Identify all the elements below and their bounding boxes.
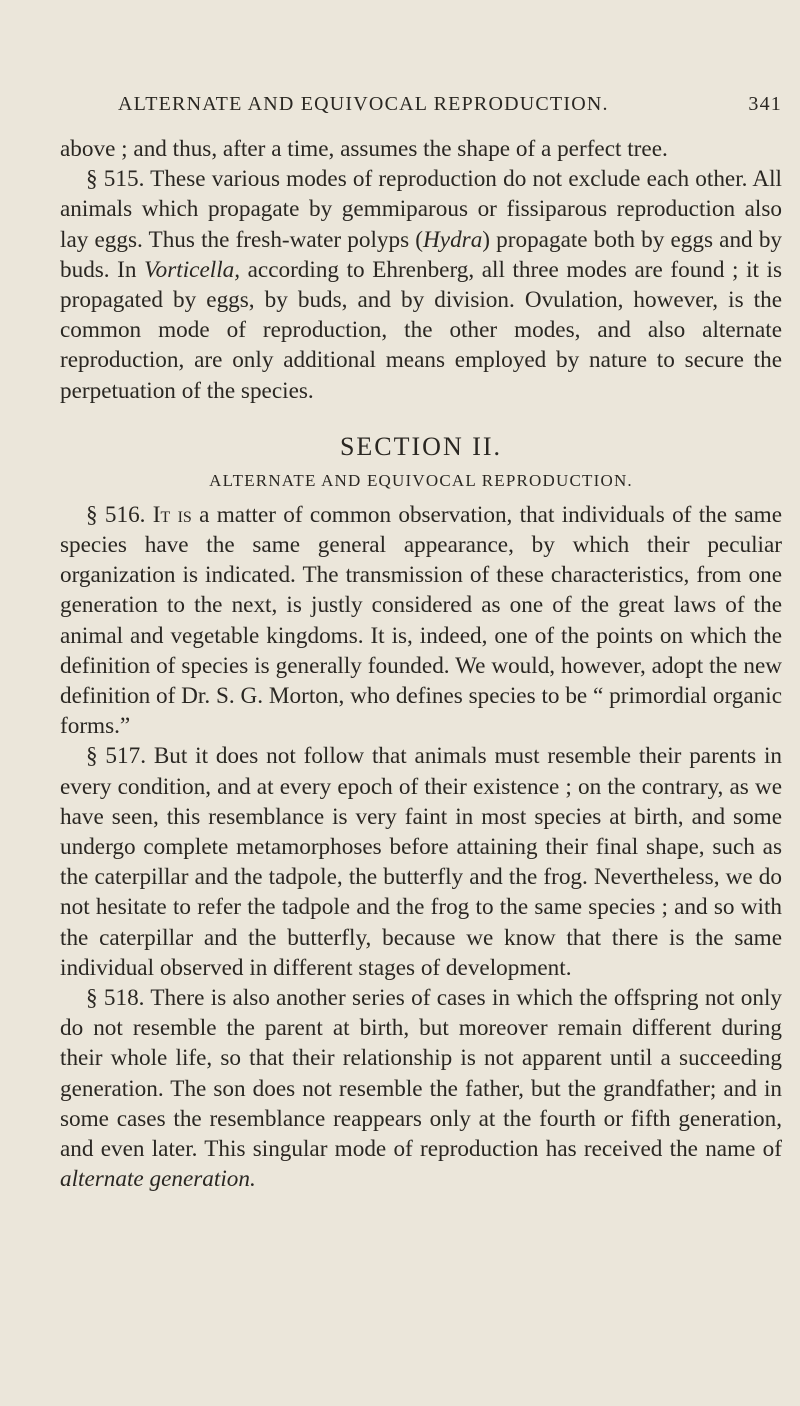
paragraph-515-text-c: according to Ehrenberg, all three modes are found ; it is propagated by eggs, by buds, and by division. Ovulation, however, is the common mode of reproduction, the other modes, and also alternate reproduction, are only additional means employed by nature to secure the perpetuation of the species.: [60, 256, 782, 404]
paragraph-515-text-a: These various modes of reproduction do not exclude each other. All animals which propagate by gemmiparous or fissiparous reproduction also lay eggs. Thus the fresh-water polyps (: [60, 166, 782, 253]
paragraph-518: [60, 983, 782, 1194]
paragraph-516: [60, 500, 782, 742]
running-head-title: ALTERNATE AND EQUIVOCAL REPRODUCTION.: [118, 93, 609, 115]
term-hydra: Hydra: [423, 226, 483, 253]
term-vorticella: Vorticella,: [144, 256, 241, 283]
section-heading: SECTION II.: [339, 431, 503, 461]
paragraph-517-text: But it does not follow that animals must resemble their parents in every condition, and at every epoch of their existence ; on the contrary, as we have seen, this resemblance is very faint in most species at birth, and some undergo complete metamorphoses before attaining their final shape, such as the caterpillar and the tadpole, the butterfly and the frog. Nevertheless, we do not hesitate to refer the tadpole and the frog to the same species ; and so with the caterpillar and the butterfly, because we know that there is the same individual observed in different stages of development.: [60, 743, 783, 981]
paragraph-518-text: There is also another series of cases in which the offspring not only do not resemble the parent at birth, but moreover remain different during their whole life, so that their relationship is not apparent until a succeeding generation. The son does not resemble the father, but the grandfather; and in some cases the resemblance reappears only at the fourth or fifth generation, and even later. This singular mode of reproduction has received the name of: [60, 985, 782, 1163]
paragraph-515-text-b: ) propagate both by eggs and by buds. In: [60, 226, 783, 283]
paragraph-518-number: § 518.: [86, 985, 145, 1012]
page-number: 341: [748, 93, 782, 115]
continuation-text: above ; and thus, after a time, assumes the shape of a perfect tree.: [60, 136, 668, 162]
paragraph-517-number: § 517.: [86, 743, 146, 770]
body-text: [60, 134, 782, 1195]
continuation-paragraph: [60, 134, 782, 164]
paragraph-516-lead: It is: [152, 501, 192, 528]
term-alternate-generation: alternate generation.: [60, 1166, 256, 1193]
paragraph-516-text: a matter of common observation, that individuals of the same species have the same general appearance, by which their peculiar organization is indicated. The transmission of these characteristics, from one generation to the next, is justly considered as one of the great laws of the animal and vegetable kingdoms. It is, indeed, one of the points on which the definition of species is generally founded. We would, however, adopt the new definition of Dr. S. G. Morton, who defines species to be “ primordial organic forms.”: [60, 501, 782, 740]
running-head: [118, 93, 782, 119]
section-subheading: ALTERNATE AND EQUIVOCAL REPRODUCTION.: [209, 470, 633, 490]
paragraph-515-number: § 515.: [86, 166, 145, 193]
paragraph-515: [60, 164, 782, 406]
paragraph-516-number: § 516.: [86, 501, 146, 528]
paragraph-517: [60, 741, 782, 983]
